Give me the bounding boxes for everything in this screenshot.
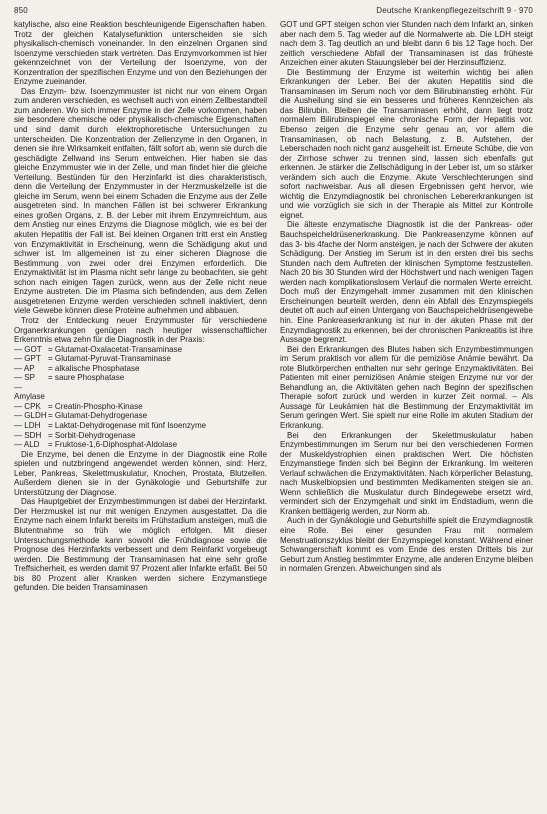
- enzyme-name: = Laktat-Dehydrogenase mit fünf Isoenzyme: [48, 420, 207, 430]
- paragraph: Trotz der Entdeckung neuer Enzymmuster für verschiedene Organerkrankungen genügen nach heutiger wissenschaftlicher Erkenntnis etwa zehn für die Diagnostik in der Praxis:: [14, 315, 267, 345]
- enzyme-list-item: [14, 411, 267, 421]
- enzyme-abbr: — GOT: [14, 344, 42, 354]
- enzyme-name: [48, 383, 267, 402]
- paragraph: Die Bestimmung der Enzyme ist weiterhin wichtig bei allen Erkrankungen der Leber. Bei der akuten Hepatitis sind die Transaminasen im Serum noch vor dem Bilirubinanstieg erhöht. Für die Ausheilung sind sie ein besseres und früheres Kennzeichen als das Bilirubin. Bleiben die Transaminasen erhöht, dann liegt trotz normalem Bilirubinspiegel eine chronische Form der Hepatitis vor. Ebenso zeigen die Enzyme sehr genau an, vor allem die Transaminasen, ob nach Belastung, z. B. Aufstehen, der Leberschaden noch nicht ganz ausgeheilt ist. Erneute Schübe, die von der Zirrhose schwer zu trennen sind, lassen sich ebenfalls gut erkennen. Je stärker die Zellschädigung in der Leber ist, um so stärker verändern sich auch die Enzyme. Akute Verschlechterungen sind sofort nachweisbar. Aus all diesen Ergebnissen geht hervor, wie wichtig die Enzymdiagnostik bei chronischen Lebererkrankungen ist und wie vorzüglich sie sich in der Therapie als Mittel zur Kontrolle eignet.: [280, 67, 533, 220]
- enzyme-name: = Fruktose-1,6-Diphosphat-Aldolase: [48, 440, 178, 450]
- paragraph: Das Hauptgebiet der Enzymbestimmungen ist dabei der Herzinfarkt. Der Herzmuskel ist nur mit wenigen Enzymen ausgestattet. Da die Enzyme nach einem Infarkt bereits im Frühstadium ansteigen, muß die Blutentnahme so früh wie möglich erfolgen. Mit dieser Untersuchungsmethode kann sowohl die Frühdiagnose sowie die Prognose des Herzinfarkts verbessert und dem Reinfarkt vorgebeugt werden. Die Bestimmung der Transaminasen hat eine sehr große Treffsicherheit, es werden damit 97 Prozent aller Infarkte erfaßt. Bei 50 bis 80 Prozent aller Kranken werden sichere Enzymanstiege gefunden. Die beiden Transaminasen: [14, 497, 267, 593]
- enzyme-abbr: — CPK: [14, 401, 41, 411]
- enzyme-list-item: [14, 421, 267, 431]
- enzyme-list: [14, 345, 267, 450]
- enzyme-abbr: — ALD: [14, 440, 40, 450]
- paragraph: Die Enzyme, bei denen die Enzyme in der Diagnostik eine Rolle spielen und nutzbringend angewendet werden können, sind: Herz, Leber, Pankreas, Skelettmuskulatur, Knochen, Prostata, Blutzellen. Außerdem dienen sie in der Gynäkologie und Geburtshilfe zur Unterstützung der Diagnose.: [14, 449, 267, 497]
- page-header: [14, 4, 533, 16]
- page-number: 850: [14, 5, 28, 15]
- paragraph: Auch in der Gynäkologie und Geburtshilfe spielt die Enzymdiagnostik eine Rolle. Bei einer gesunden Frau mit normalem Menstruationszyklus bleibt der Enzymspiegel konstant. Während einer Schwangerschaft kommt es vom Ende des ersten Drittels bis zur Geburt zum Anstieg bestimmter Enzyme, alle anderen Enzyme bleiben in normalen Grenzen. Abweichungen sind als: [280, 516, 533, 574]
- enzyme-abbr: — SDH: [14, 430, 42, 440]
- paragraph: Das Enzym- bzw. Isoenzymmuster ist nicht nur von einem Organ zum anderen verschieden, es wechselt auch von einem Zellbestandteil zum anderen. Wo sich immer Enzyme in der Zelle vorkommen, haben sie besondere chemische oder physikalisch-chemische Eigenschaften und sind damit durch elektrophoretische Untersuchungen zu unterscheiden. Die Konzentration der Zellenzyme in den Organen, in denen sie ihre Wirksamkeit entfalten, fällt sofort ab, wenn sie durch die geschädigte Zellwand ins Serum entweichen. Hier haben sie das gleiche Enzymmuster wie in der Zelle, und man findet hier die gleiche Verteilung. Bestünden für den Herzinfarkt ist dies charakteristisch, denn die Verteilung der Enzymmuster in der Herzmuskelzelle ist die gleiche im Serum, wenn bei einem Schaden die Enzyme aus der Zelle ausgetreten sind. In manchen Fällen ist bei schwerer Erkrankung eines großen Organs, z. B. der Leber mit ihrem Enzymreichtum, aus dem Anstieg nur eines Enzyms die Diagnose möglich, wie es bei der akuten Hepatitis der Fall ist. Bei kleinen Organen tritt erst ein Anstieg von Enzymaktivität in Erscheinung, wenn die Schädigung akut und schwer ist. Im allgemeinen ist zu einer sicheren Diagnose die Bestimmung von zwei oder drei Enzymen erforderlich. Die Enzymaktivität ist im Plasma nicht sehr lange zu beobachten, sie geht schon nach einigen Tagen zurück, wenn aus der Zelle nicht neue Enzyme austreten. Die im Plasma sich befindenden, aus dem Zellen ausgetretenen Enzyme werden verschieden schnell inaktiviert, denn viele Gewebe können diese Proteine aufnehmen und abbauen.: [14, 86, 267, 316]
- paragraph: katylische, also eine Reaktion beschleunigende Eigenschaften haben. Trotz der gleichen Katalysefunktion unterscheiden sie sich physikalisch-chemisch voneinander. In den einzelnen Organen sind Isoenzyme verschieden stark vertreten. Das Enzymvorkommen ist hier gekennzeichnet von der Verteilung der Isoenzyme, von der Konzentration der spezifischen Enzyme und von den Beziehungen der Enzyme zueinander.: [14, 20, 267, 87]
- paragraph: Bei den Erkrankungen des Blutes haben sich Enzymbestimmungen im Serum praktisch vor allem für die perniziöse Anämie bewährt. Da rote Blutkörperchen enthalten nur sehr geringe Enzymaktivitäten. Bei Patienten mit einer perniziösen Anämie steigen Enzyme nur vor der Behandlung an, die Aktivitäten gehen nach Beginn der spezifischen Therapie sofort zurück und werden in kurzer Zeit normal. – Als Aussage für Leukämien hat die Bestimmung der Enzymaktivität im Serum geringen Wert. Sie spielt nur eine Rolle im akuten Stadium der Erkrankung.: [280, 344, 533, 430]
- enzyme-list-item: [14, 373, 267, 383]
- paragraph: GOT und GPT steigen schon vier Stunden nach dem Infarkt an, sinken aber nach dem 5. Tag wieder auf die Normalwerte ab. Die LDH steigt nach dem 3. Tag deutlich an und bleibt dann 6 bis 12 Tage hoch. Der zeitlich verschiedene Abfall der Transaminasen ist das früheste Anzeichen einer akuten Stauungsleber bei der Herzinsuffizienz.: [280, 20, 533, 68]
- enzyme-list-item: [14, 440, 267, 450]
- journal-title: Deutsche Krankenpflegezeitschrift 9 · 970: [376, 5, 533, 15]
- enzyme-list-item: [14, 402, 267, 412]
- enzyme-name: = Sorbit-Dehydrogenase: [48, 430, 136, 440]
- enzyme-list-item: [14, 383, 267, 402]
- article-body: [14, 20, 533, 812]
- enzyme-name: = Glutamat-Pyruvat-Transaminase: [48, 354, 171, 364]
- enzyme-list-item: [14, 364, 267, 374]
- enzyme-abbr: — GLDH: [14, 411, 47, 421]
- enzyme-abbr: — GPT: [14, 354, 41, 364]
- enzyme-abbr: — SP: [14, 373, 36, 383]
- enzyme-abbr: — Amylase: [14, 382, 45, 402]
- enzyme-name: = Creatin-Phospho-Kinase: [48, 401, 143, 411]
- enzyme-abbr: — LDH: [14, 420, 41, 430]
- enzyme-name: = alkalische Phosphatase: [48, 363, 140, 373]
- paragraph: Bei den Erkrankungen der Skelettmuskulatur haben Enzymbestimmungen im Serum nur bei den verschiedenen Formen der Muskeldystrophien einen praktischen Wert. Die höchsten Enzymanstiege finden sich bei Beginn der Erkrankung. Im weiteren Verlauf schwächen die Enzymaktivitäten. Nach körperlicher Belastung, nach Muskelbiopsien und bestimmten Medikamenten steigen sie an. Wenn schließlich die Muskulatur durch Bindegewebe ersetzt wird, vermindert sich der Enzymgehalt und sinkt im Endstadium, wenn die Kranken bettlägerig werden, zur Norm ab.: [280, 430, 533, 516]
- paragraph: Die älteste enzymatische Diagnostik ist die der Pankreas- oder Bauchspeicheldrüsenerkrankung. Die Pankreasenzyme können auf das 3- bis 4fache der Norm ansteigen, je nach der Schwere der akuten Schädigung. Der Anstieg im Serum ist in den ersten drei bis sechs Stunden nach dem Auftreten der klinischen Symptome festzustellen. Nach 20 bis 30 Stunden wird der Höchstwert und nach wenigen Tagen werden nach komplikationslosem Verlauf die normalen Werte erreicht. Doch muß der Enzymgehalt immer zusammen mit den klinischen Erscheinungen beurteilt werden, denn ein Abfall des Enzymspiegels deutet oft auch auf einen Untergang von Bauchspeicheldrüsengewebe hin. Eine Pankreaserkrankung ist nur in der akuten Phase mit der Enzymdiagnostik zu erkennen, bei der chronischen Pankreatitis ist ihre Aussage begrenzt.: [280, 220, 533, 345]
- enzyme-name: = saure Phosphatase: [48, 373, 125, 383]
- enzyme-name: = Glutamat-Oxalacetat-Transaminase: [48, 344, 183, 354]
- left-column: [14, 20, 267, 812]
- enzyme-list-item: [14, 345, 267, 355]
- enzyme-list-item: [14, 354, 267, 364]
- enzyme-list-item: [14, 431, 267, 441]
- enzyme-name: = Glutamat-Dehydrogenase: [48, 411, 148, 421]
- enzyme-abbr: — AP: [14, 363, 35, 373]
- right-column: [280, 20, 533, 812]
